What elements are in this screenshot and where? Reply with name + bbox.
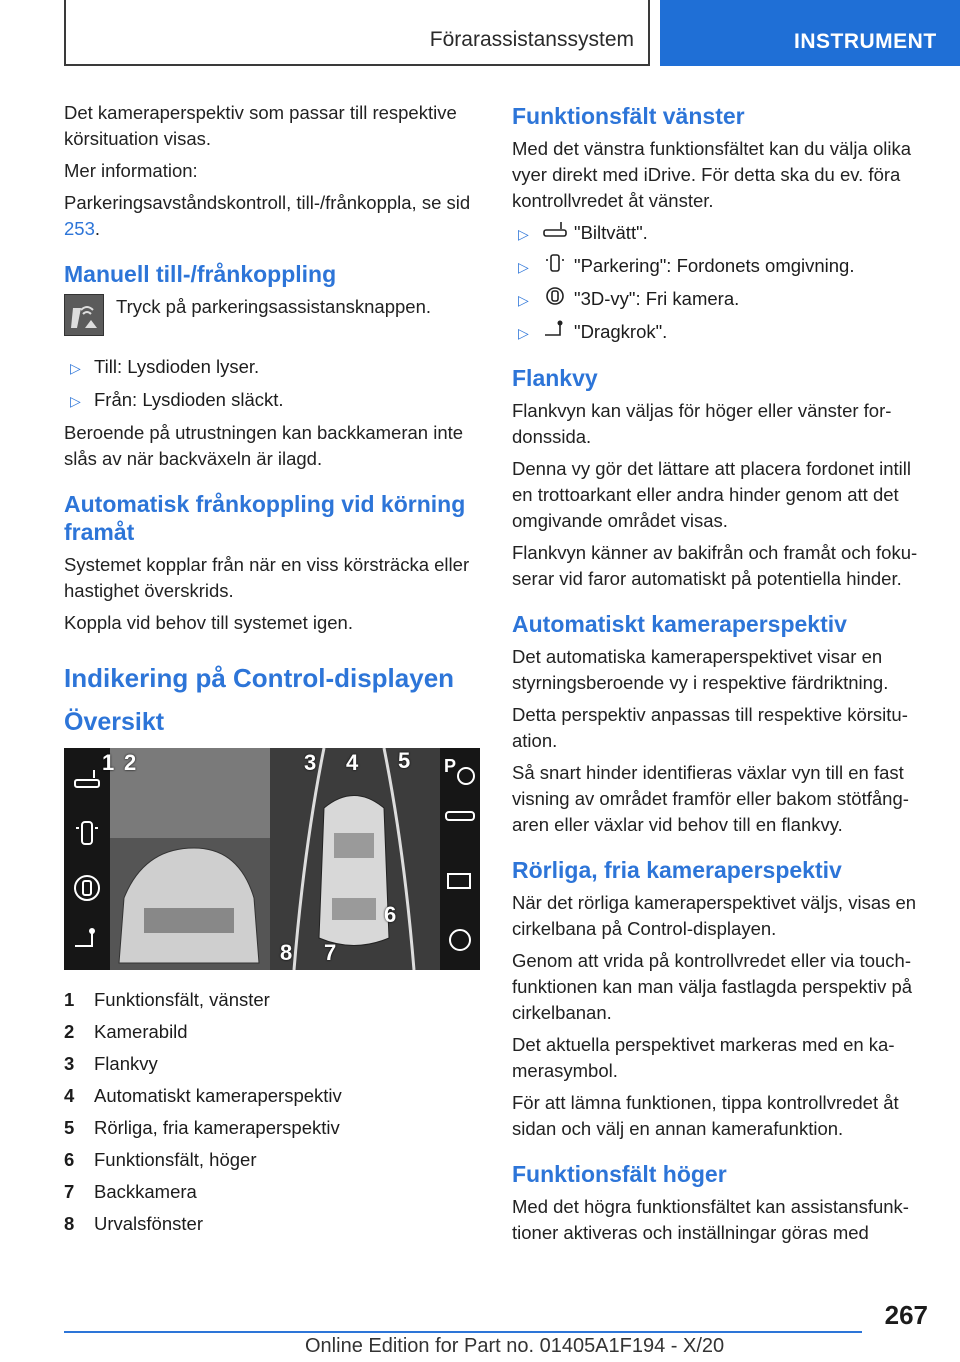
figure-legend: [64, 984, 480, 1240]
legend-row: 6 Funktionsfält, höger: [64, 1149, 257, 1170]
paragraph: Mer information:: [64, 160, 198, 181]
parking-icon: [542, 253, 568, 280]
list-item: ▷ "Biltvätt".: [512, 220, 926, 247]
header-section-title: Förarassistanssystem: [429, 28, 634, 51]
footer-edition: Online Edition for Part no. 01405A1F194 - X/20: [305, 1335, 725, 1357]
heading-auto-off: Automatisk frånkoppling vid körning framåt: [64, 491, 466, 545]
list-item: ▷ "Dragkrok".: [512, 319, 926, 346]
list-item: ▷ Till: Lysdioden lyser.: [70, 356, 260, 377]
heading-overview: Översikt: [64, 708, 165, 736]
right-column: [512, 100, 926, 1252]
paragraph: Koppla vid behov till systemet igen.: [64, 612, 353, 633]
3d-view-icon[interactable]: [72, 873, 102, 903]
paragraph: Detta perspektiv anpassas till respektive körsituation.: [512, 704, 908, 751]
header-tab[interactable]: [660, 0, 960, 66]
car-wash-icon[interactable]: [72, 766, 102, 796]
callout-3: 3: [304, 750, 317, 775]
3d-view-icon: [542, 286, 568, 313]
parking-button-row: [64, 294, 480, 336]
callout-1: 1: [102, 750, 115, 775]
camera-scene-graphic: [64, 748, 480, 970]
left-function-bar: [64, 748, 110, 970]
paragraph: Systemet kopplar från när en viss körsträcka eller hastighet överskrids.: [64, 554, 470, 601]
paragraph: Det kameraperspektiv som passar till respektive körsituation visas.: [64, 102, 457, 149]
paragraph: Med det högra funktionsfältet kan assistansfunktioner aktiveras och inställningar göras med: [512, 1196, 909, 1243]
paragraph: Med det vänstra funktionsfältet kan du välja olika vyer direkt med iDrive. För detta ska du ev. föra kontrollvredet åt vänster.: [512, 138, 912, 211]
callout-6: 6: [384, 902, 397, 927]
list-item: ▷ "Parkering": Fordonets omgivning.: [512, 253, 926, 280]
legend-row: 5 Rörliga, fria kameraperspektiv: [64, 1117, 340, 1138]
footer-rule: [64, 1331, 862, 1333]
paragraph: Beroende på utrustningen kan backkameran inte slås av när backväxeln är ilagd.: [64, 422, 464, 469]
legend-row: 1 Funktionsfält, vänster: [64, 989, 270, 1010]
callout-7: 7: [324, 940, 337, 965]
control-display-figure: [64, 748, 480, 970]
right-function-bar: [440, 748, 480, 970]
header-section-box: [64, 0, 650, 66]
page-reference-link[interactable]: 253: [64, 218, 95, 239]
legend-row: 8 Urvalsfönster: [64, 1213, 203, 1234]
right-function-icons: [440, 748, 480, 970]
paragraph-with-ref: Parkeringsavståndskontroll, till-/frånkoppla, se sid 253.: [64, 192, 471, 239]
callout-8: 8: [280, 940, 293, 965]
legend-row: 4 Automatiskt kameraperspektiv: [64, 1085, 342, 1106]
legend-row: 7 Backkamera: [64, 1181, 197, 1202]
heading-free-camera: Rörliga, fria kameraperspektiv: [512, 857, 842, 883]
heading-auto-camera: Automatiskt kameraperspektiv: [512, 611, 847, 637]
left-column: [64, 100, 480, 1240]
paragraph: Det automatiska kameraperspektivet visar en styrningsberoende vy i respektive färdriktning.: [512, 646, 889, 693]
legend-row: 3 Flankvy: [64, 1053, 158, 1074]
paragraph: Flankvyn känner av bakifrån och framåt och fokuserar vid faror automatiskt på potentiella hinder.: [512, 542, 918, 589]
paragraph: Flankvyn kan väljas för höger eller vänster fordonssida.: [512, 400, 892, 447]
manual-text: Tryck på parkeringsassistansknappen.: [116, 296, 431, 317]
paragraph: Genom att vrida på kontrollvredet eller via touchfunktionen kan man välja fastlagda perspektiv på cirkelbanan.: [512, 950, 913, 1023]
list-item: ▷ Från: Lysdioden släckt.: [70, 389, 284, 410]
svg-text:P: P: [444, 756, 457, 776]
legend-row: 2 Kamerabild: [64, 1021, 188, 1042]
heading-manual: Manuell till-/frånkoppling: [64, 261, 337, 287]
trailer-hitch-icon[interactable]: [72, 926, 102, 956]
callout-2: 2: [124, 750, 137, 775]
car-wash-icon: [542, 220, 568, 247]
list-item: ▷ "3D-vy": Fri kamera.: [512, 286, 926, 313]
heading-flank: Flankvy: [512, 365, 598, 391]
parking-icon[interactable]: [72, 818, 102, 848]
paragraph: Det aktuella perspektivet markeras med en kamerasymbol.: [512, 1034, 895, 1081]
heading-right-field: Funktionsfält höger: [512, 1161, 727, 1187]
heading-left-field: Funktionsfält vänster: [512, 103, 745, 129]
paragraph: Så snart hinder identifieras växlar vyn till en fast visning av området framför eller bakom stötfångaren eller växlar vid behov till en flankvy.: [512, 762, 909, 835]
page-number: 267: [884, 1300, 928, 1330]
paragraph: När det rörliga kameraperspektivet väljs, visas en cirkelbana på Control-displayen.: [512, 892, 917, 939]
trailer-hitch-icon: [542, 319, 568, 346]
heading-display: Indikering på Control-displayen: [64, 663, 455, 693]
callout-5: 5: [398, 748, 411, 773]
paragraph: För att lämna funktionen, tippa kontrollvredet åt sidan och välj en annan kamerafunktion.: [512, 1092, 899, 1139]
header-tab-label: INSTRUMENT: [794, 30, 937, 53]
paragraph: Denna vy gör det lättare att placera fordonet intill en trottoarkant eller andra hinder genom att det omgivande området visas.: [512, 458, 912, 531]
parking-assist-button-icon: [64, 294, 104, 336]
callout-4: 4: [346, 750, 359, 775]
